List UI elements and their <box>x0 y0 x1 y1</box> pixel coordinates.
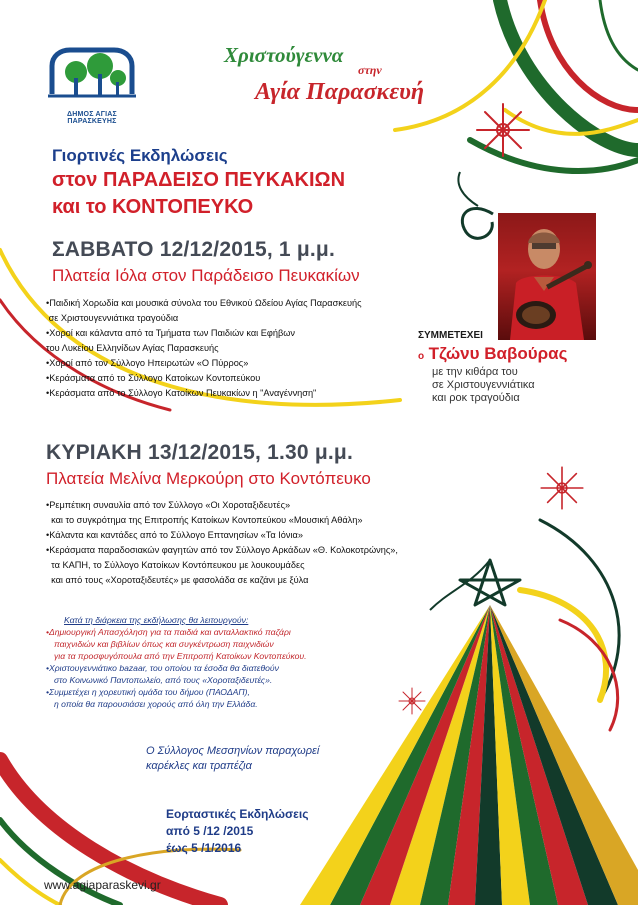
christmas-title: Χριστούγεννα <box>224 43 344 67</box>
sunday-place: Πλατεία Μελίνα Μερκούρη στο Κοντόπευκο <box>46 469 371 488</box>
list-item: τα ΚΑΠΗ, το Σύλλογο Κατοίκων Κοντόπευκου με λουκουμάδες <box>51 560 305 570</box>
list-item: και το συγκρότημα της Επιτροπής Κατοίκων Κοντοπεύκου «Μουσική Αθάλη» <box>51 515 363 525</box>
list-item: σε Χριστουγεννιάτικα τραγούδια <box>48 313 179 323</box>
list-item: •Ρεμπέτικη συναυλία από τον Σύλλογο «Οι Χοροταξιδευτές» <box>46 500 291 510</box>
intro-line1: Γιορτινές Εκδηλώσεις <box>52 146 228 165</box>
intro-line3: και το ΚΟΝΤΟΠΕΥΚΟ <box>52 196 254 218</box>
christmas-in: στην <box>358 63 382 77</box>
sunday-date: ΚΥΡΙΑΚΗ 13/12/2015, 1.30 μ.μ. <box>46 441 353 464</box>
website-link[interactable]: www.agiaparaskevi.gr <box>44 878 161 892</box>
list-item: •Συμμετέχει η χορευτική ομάδα του δήμου (ΠΑΟΔΑΠ), <box>46 687 250 697</box>
list-item: •Κεράσματα παραδοσιακών φαγητών από τον Σύλλογο Αρκάδων «Θ. Κολοκοτρώνης», <box>46 545 398 555</box>
during-section <box>46 614 307 710</box>
list-item: •Κεράσματα από το Σύλλογο Κατοίκων Πευκακίων η "Αναγέννηση" <box>46 388 317 398</box>
performer-desc: με την κιθάρα του σε Χριστουγεννιάτικα και ροκ τραγούδια <box>432 366 535 404</box>
list-item: •Κάλαντα και καντάδες από το Σύλλογο Επτανησίων «Τα Ιόνια» <box>46 530 303 540</box>
performer-name: Τζώνυ Βαβούρας <box>428 344 568 363</box>
performer-label: ΣΥΜΜΕΤΕΧΕΙ <box>418 330 483 341</box>
intro-line2: στον ΠΑΡΑΔΕΙΣΟ ΠΕΥΚΑΚΙΩΝ <box>52 169 346 191</box>
list-item: •Χοροί από τον Σύλλογο Ηπειρωτών «Ο Πύρρος» <box>46 358 249 368</box>
saturday-date: ΣΑΒΒΑΤΟ 12/12/2015, 1 μ.μ. <box>52 238 335 261</box>
guitarist-image <box>498 213 596 340</box>
municipality-logo <box>46 44 138 125</box>
saturday-place: Πλατεία Ιόλα στον Παράδεισο Πευκακίων <box>52 266 360 285</box>
saturday-list <box>46 296 362 401</box>
list-item: •Χριστουγεννιάτικο bazaar, του οποίου τα έσοδα θα διατεθούν <box>46 663 279 673</box>
list-item: για τα προσφυγόπουλα από την Επιτροπή Κατοίκων Κοντοπεύκου. <box>54 651 307 661</box>
list-item: του Λυκείου Ελληνίδων Αγίας Παρασκευής <box>46 343 219 353</box>
list-item: στο Κοινωνικό Παντοπωλείο, από τους «Χοροταξιδευτές». <box>54 675 273 685</box>
list-item: παιχνιδιών και βιβλίων όπως και συγκέντρωση παιχνιδιών <box>54 639 274 649</box>
list-item: και από τους «Χοροταξιδευτές» με φασολάδα σε καζάνι με ξύλα <box>51 575 309 585</box>
logo-caption: ΔΗΜΟΣ ΑΓΙΑΣ ΠΑΡΑΣΚΕΥΗΣ <box>67 111 117 125</box>
christmas-place: Αγία Παρασκευή <box>255 79 425 105</box>
list-item: •Χοροί και κάλαντα από τα Τμήματα των Παιδιών και Εφήβων <box>46 328 296 338</box>
list-item: η οποία θα παρουσιάσει χορούς από όλη την Ελλάδα. <box>54 699 258 709</box>
during-title: Κατά τη διάρκεια της εκδήλωσης θα λειτουργούν: <box>64 615 249 625</box>
performer-photo <box>498 213 596 340</box>
festive-dates: Εορταστικές Εκδηλώσεις από 5 /12 /2015 έως 5 /1/2016 <box>166 807 309 855</box>
sunday-list <box>46 498 398 588</box>
list-item: •Κεράσματα από το Σύλλογο Κατοίκων Κοντοπεύκου <box>46 373 261 383</box>
performer-name-line <box>418 344 567 364</box>
performer-prefix: ο <box>418 351 425 362</box>
tree-logo-icon <box>46 44 138 104</box>
messinia-note: Ο Σύλλογος Μεσσηνίων παραχωρεί καρέκλες και τραπέζια <box>146 745 320 772</box>
list-item: •Δημιουργική Απασχόληση για τα παιδιά και ανταλλακτικό παζάρι <box>46 627 291 637</box>
list-item: •Παιδική Χορωδία και μουσικά σύνολα του Εθνικού Ωδείου Αγίας Παρασκευής <box>46 298 362 308</box>
